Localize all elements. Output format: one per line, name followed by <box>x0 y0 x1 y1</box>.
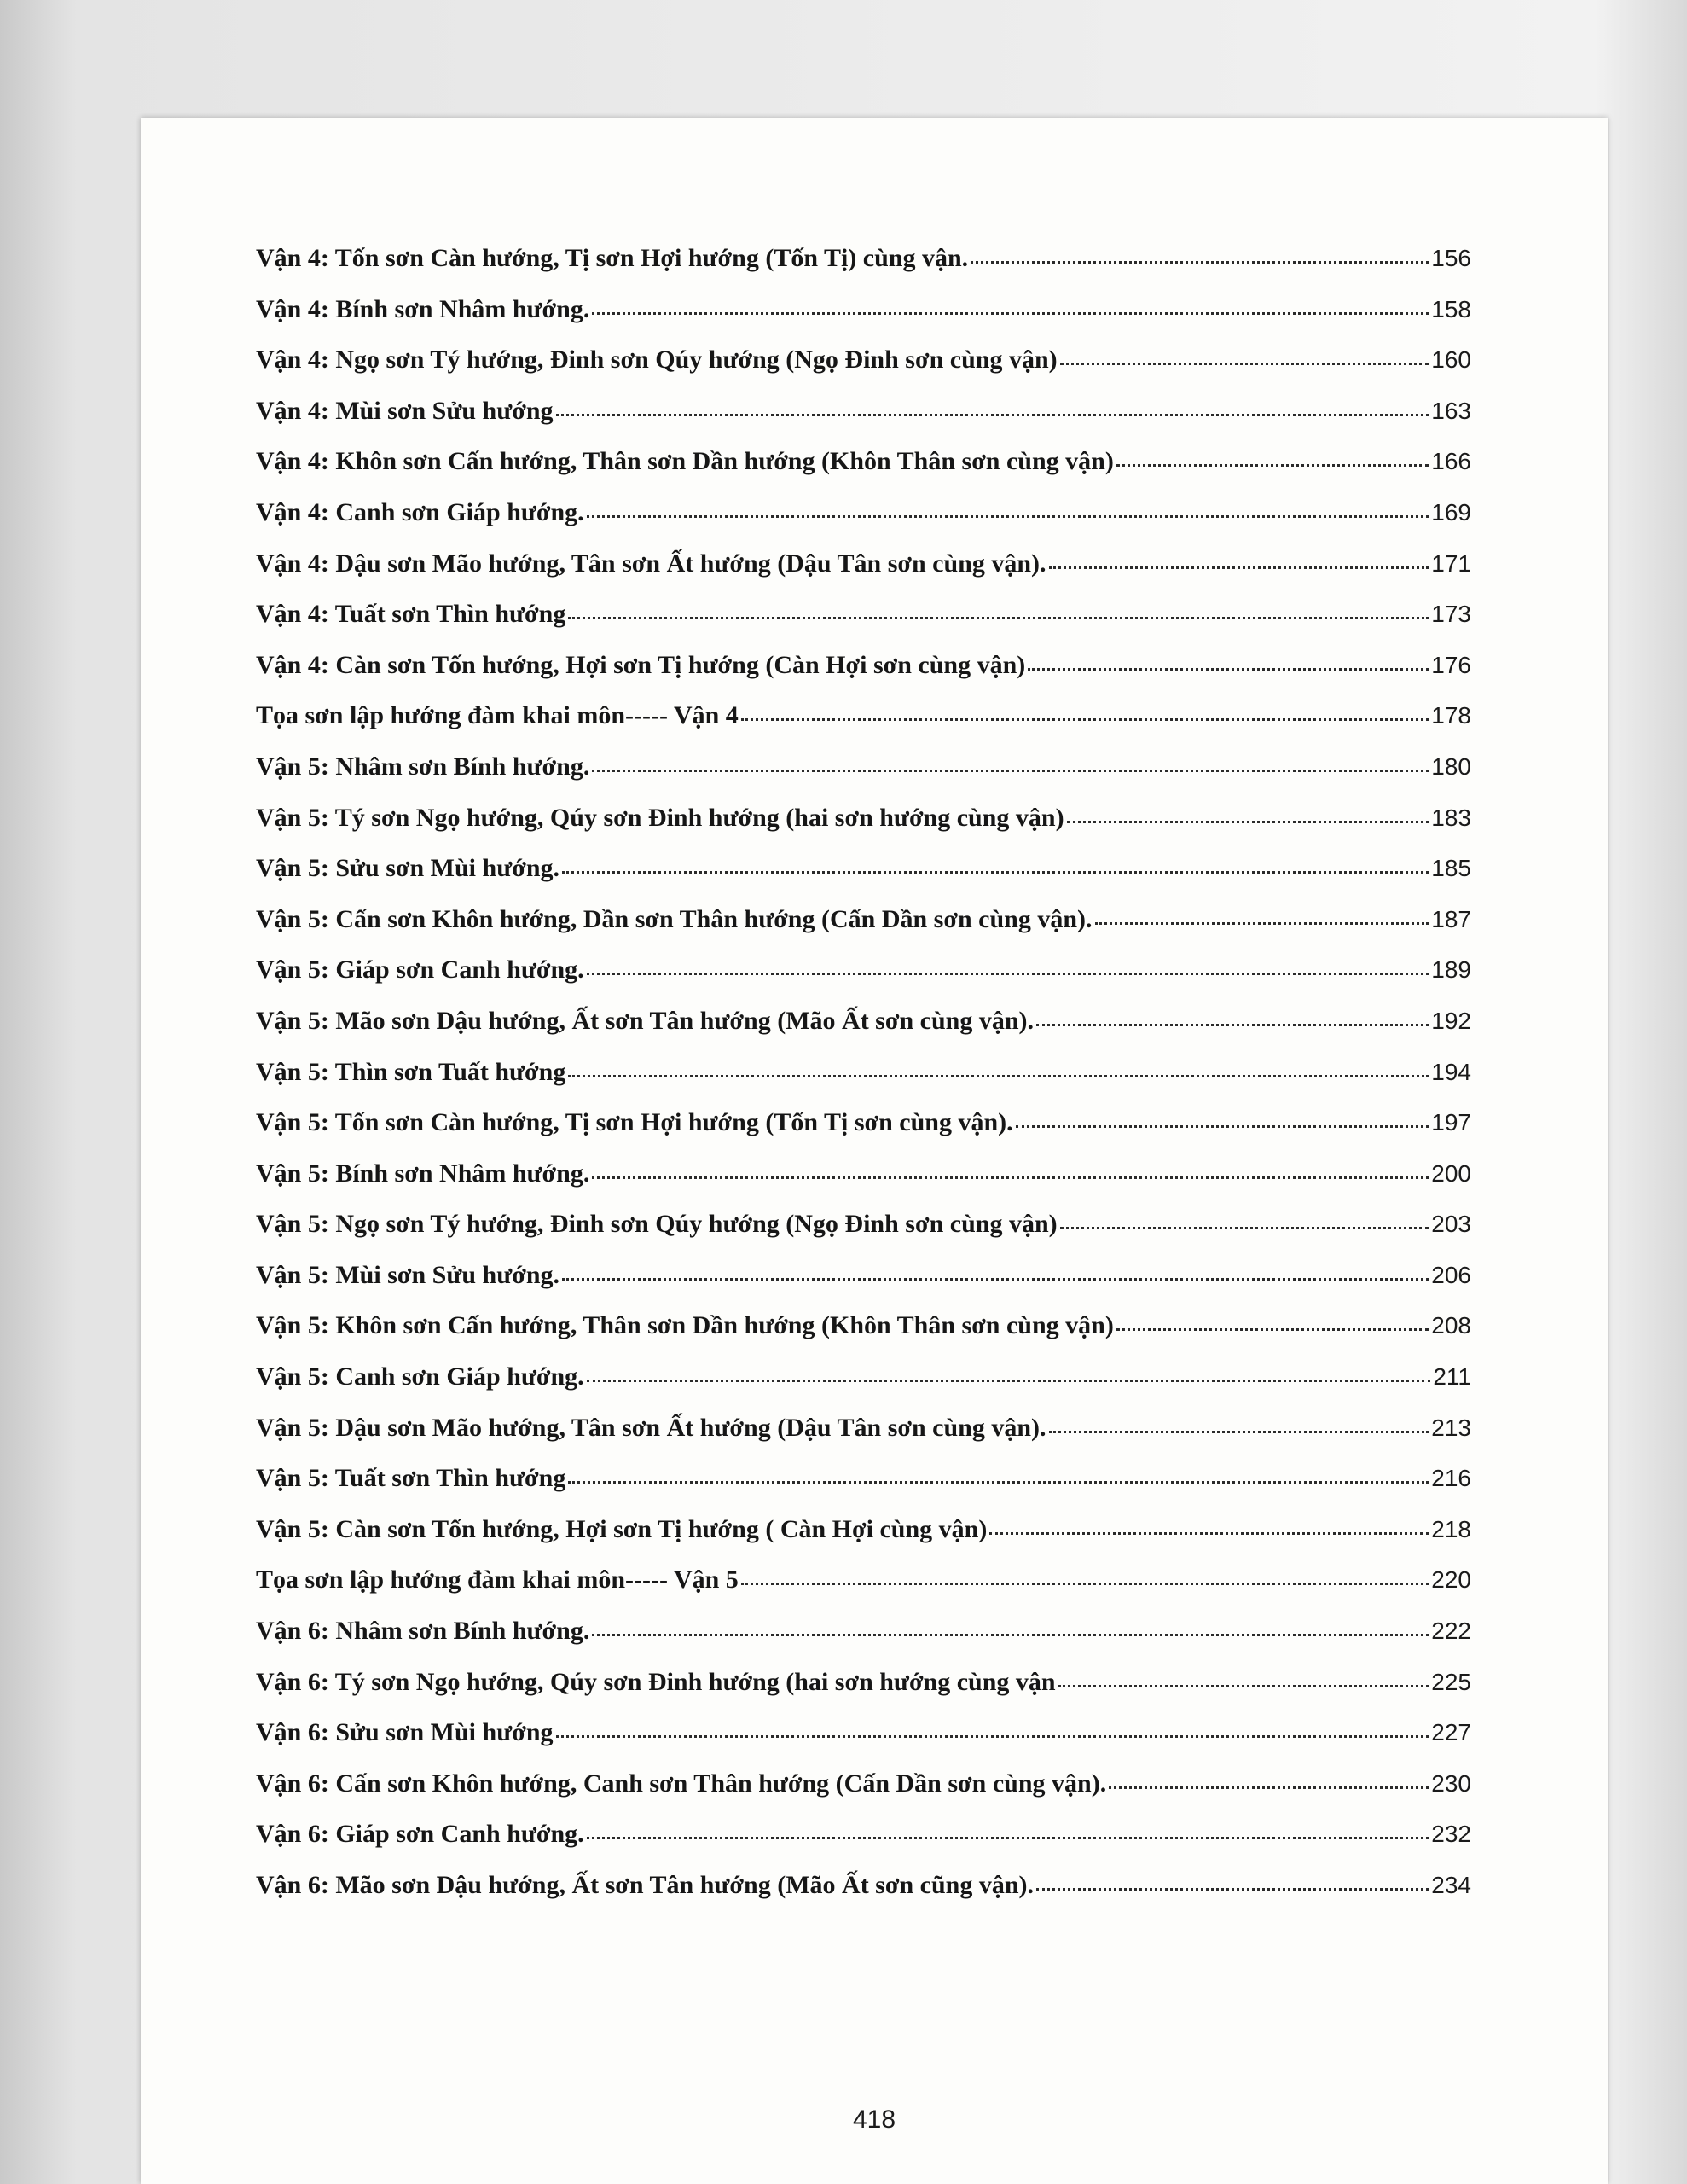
toc-entry-page: 206 <box>1431 1261 1471 1288</box>
dot-leader <box>568 1478 1429 1484</box>
table-of-contents <box>256 233 1471 1911</box>
toc-entry-page: 232 <box>1431 1821 1471 1848</box>
toc-entry <box>256 894 1471 945</box>
toc-entry <box>256 1250 1471 1301</box>
toc-entry <box>256 944 1471 996</box>
toc-entry <box>256 690 1471 741</box>
toc-entry <box>256 793 1471 844</box>
toc-entry-page: 230 <box>1431 1769 1471 1797</box>
toc-entry-title: Vận 4: Canh sơn Giáp hướng. <box>256 497 584 526</box>
toc-entry-title: Vận 5: Khôn sơn Cấn hướng, Thân sơn Dần hướng (Khôn Thân sơn cùng vận) <box>256 1311 1114 1340</box>
toc-entry <box>256 1657 1471 1708</box>
toc-entry-title: Vận 5: Cấn sơn Khôn hướng, Dần sơn Thân hướng (Cấn Dần sơn cùng vận). <box>256 904 1093 933</box>
dot-leader <box>741 715 1429 721</box>
dot-leader <box>1116 461 1429 467</box>
dot-leader <box>1049 1427 1429 1433</box>
toc-entry-title: Vận 5: Thìn sơn Tuất hướng <box>256 1057 566 1086</box>
toc-entry-page: 156 <box>1431 245 1471 271</box>
toc-entry-title: Tọa sơn lập hướng đàm khai môn----- Vận 5 <box>256 1565 739 1594</box>
toc-entry-title: Vận 6: Mão sơn Dậu hướng, Ất sơn Tân hướng (Mão Ất sơn cũng vận). <box>256 1871 1035 1899</box>
toc-entry-title: Vận 6: Tý sơn Ngọ hướng, Qúy sơn Đinh hướng (hai sơn hướng cùng vận <box>256 1667 1056 1696</box>
toc-entry-title: Vận 5: Mùi sơn Sửu hướng. <box>256 1260 560 1289</box>
toc-entry-page: 227 <box>1431 1719 1471 1746</box>
toc-entry <box>256 1707 1471 1758</box>
toc-entry <box>256 996 1471 1047</box>
toc-entry-title: Vận 6: Giáp sơn Canh hướng. <box>256 1820 584 1849</box>
toc-entry-page: 234 <box>1431 1872 1471 1898</box>
toc-entry-title: Vận 4: Dậu sơn Mão hướng, Tân sơn Ất hướng (Dậu Tân sơn cùng vận). <box>256 549 1046 578</box>
toc-entry <box>256 1097 1471 1148</box>
toc-entry <box>256 1453 1471 1504</box>
toc-entry-title: Vận 4: Bính sơn Nhâm hướng. <box>256 294 590 323</box>
toc-entry-page: 192 <box>1431 1007 1471 1034</box>
toc-entry-title: Vận 5: Sửu sơn Mùi hướng. <box>256 854 560 883</box>
toc-entry <box>256 843 1471 894</box>
toc-entry-title: Vận 5: Tý sơn Ngọ hướng, Qúy sơn Đinh hướng (hai sơn hướng cùng vận) <box>256 803 1064 832</box>
toc-entry-title: Vận 4: Tuất sơn Thìn hướng <box>256 600 566 629</box>
toc-entry-title: Vận 5: Dậu sơn Mão hướng, Tân sơn Ất hướng (Dậu Tân sơn cùng vận). <box>256 1413 1046 1442</box>
dot-leader <box>1049 563 1429 569</box>
dot-leader <box>568 613 1429 619</box>
dot-leader <box>587 969 1429 975</box>
toc-entry <box>256 1047 1471 1098</box>
toc-entry-page: 178 <box>1431 702 1471 729</box>
toc-entry-page: 171 <box>1431 549 1471 577</box>
dot-leader <box>562 868 1429 874</box>
toc-entry <box>256 1809 1471 1860</box>
toc-entry <box>256 538 1471 590</box>
toc-entry-title: Vận 6: Nhâm sơn Bính hướng. <box>256 1617 590 1646</box>
dot-leader <box>741 1579 1429 1585</box>
toc-entry-title: Vận 5: Ngọ sơn Tý hướng, Đinh sơn Qúy hướng (Ngọ Đinh sơn cùng vận) <box>256 1210 1058 1239</box>
dot-leader <box>587 1833 1429 1839</box>
toc-entry-page: 194 <box>1431 1058 1471 1085</box>
dot-leader <box>971 258 1429 264</box>
toc-entry-title: Vận 6: Cấn sơn Khôn hướng, Canh sơn Thân hướng (Cấn Dần sơn cùng vận). <box>256 1769 1107 1798</box>
toc-entry-page: 213 <box>1431 1414 1471 1441</box>
dot-leader <box>592 1173 1429 1179</box>
toc-entry-page: 173 <box>1431 601 1471 628</box>
dot-leader <box>1095 919 1429 925</box>
toc-entry-page: 187 <box>1431 905 1471 932</box>
dot-leader <box>592 1630 1429 1636</box>
toc-entry <box>256 436 1471 487</box>
toc-entry <box>256 284 1471 335</box>
toc-entry-page: 183 <box>1431 804 1471 831</box>
toc-entry-title: Vận 5: Càn sơn Tốn hướng, Hợi sơn Tị hướng ( Càn Hợi cùng vận) <box>256 1514 988 1543</box>
dot-leader <box>556 1732 1429 1738</box>
toc-entry <box>256 1758 1471 1809</box>
dot-leader <box>568 1072 1429 1077</box>
toc-entry <box>256 1403 1471 1454</box>
toc-entry <box>256 1554 1471 1606</box>
dot-leader <box>587 512 1429 518</box>
toc-entry-title: Vận 4: Mùi sơn Sửu hướng <box>256 396 554 425</box>
toc-entry-page: 163 <box>1431 397 1471 424</box>
toc-entry <box>256 1351 1471 1403</box>
toc-entry-title: Tọa sơn lập hướng đàm khai môn----- Vận 4 <box>256 701 739 730</box>
toc-entry <box>256 741 1471 793</box>
toc-entry <box>256 233 1471 284</box>
dot-leader <box>587 1376 1431 1382</box>
dot-leader <box>1060 359 1429 365</box>
toc-entry-title: Vận 4: Khôn sơn Cấn hướng, Thân sơn Dần hướng (Khôn Thân sơn cùng vận) <box>256 447 1114 476</box>
toc-entry-title: Vận 5: Mão sơn Dậu hướng, Ất sơn Tân hướng (Mão Ất sơn cùng vận). <box>256 1006 1035 1035</box>
dot-leader <box>1060 1223 1429 1229</box>
toc-entry-page: 180 <box>1431 752 1471 780</box>
toc-entry-title: Vận 4: Càn sơn Tốn hướng, Hợi sơn Tị hướng (Càn Hợi sơn cùng vận) <box>256 650 1026 679</box>
toc-entry-title: Vận 5: Giáp sơn Canh hướng. <box>256 956 584 985</box>
dot-leader <box>556 410 1429 416</box>
toc-entry-page: 169 <box>1431 498 1471 526</box>
toc-entry <box>256 640 1471 691</box>
dot-leader <box>989 1529 1429 1535</box>
toc-entry <box>256 1199 1471 1250</box>
toc-entry-page: 160 <box>1431 346 1471 374</box>
toc-entry <box>256 1860 1471 1911</box>
toc-entry-page: 208 <box>1431 1312 1471 1339</box>
toc-entry-title: Vận 5: Tuất sơn Thìn hướng <box>256 1464 566 1493</box>
dot-leader <box>1028 665 1429 671</box>
toc-entry-page: 176 <box>1431 651 1471 678</box>
dot-leader <box>592 766 1429 772</box>
toc-entry-title: Vận 6: Sửu sơn Mùi hướng <box>256 1718 554 1747</box>
dot-leader <box>1016 1122 1429 1128</box>
dot-leader <box>592 309 1429 315</box>
dot-leader <box>1116 1325 1429 1331</box>
toc-entry-page: 185 <box>1431 855 1471 882</box>
toc-entry-page: 197 <box>1431 1109 1471 1136</box>
dot-leader <box>1036 1020 1429 1026</box>
dot-leader <box>562 1275 1429 1281</box>
toc-entry-page: 222 <box>1431 1618 1471 1645</box>
toc-entry-page: 158 <box>1431 295 1471 322</box>
toc-entry-title: Vận 5: Nhâm sơn Bính hướng. <box>256 752 590 781</box>
toc-entry-page: 189 <box>1431 956 1471 984</box>
toc-entry-title: Vận 5: Bính sơn Nhâm hướng. <box>256 1159 590 1188</box>
toc-entry-page: 225 <box>1431 1668 1471 1695</box>
dot-leader <box>1109 1783 1429 1789</box>
toc-entry-page: 216 <box>1431 1465 1471 1492</box>
toc-entry-title: Vận 4: Ngọ sơn Tý hướng, Đinh sơn Qúy hướng (Ngọ Đinh sơn cùng vận) <box>256 346 1058 375</box>
toc-entry-page: 220 <box>1431 1566 1471 1594</box>
toc-entry-title: Vận 5: Canh sơn Giáp hướng. <box>256 1362 584 1391</box>
toc-entry <box>256 1148 1471 1199</box>
toc-entry <box>256 1504 1471 1555</box>
dot-leader <box>1067 817 1429 823</box>
toc-entry <box>256 1606 1471 1657</box>
document-page <box>141 118 1608 2184</box>
dot-leader <box>1036 1885 1429 1891</box>
toc-entry-title: Vận 4: Tốn sơn Càn hướng, Tị sơn Hợi hướng (Tốn Tị) cùng vận. <box>256 244 969 272</box>
toc-entry <box>256 386 1471 437</box>
toc-entry-page: 211 <box>1433 1363 1471 1391</box>
page-number: 418 <box>852 2106 896 2134</box>
dot-leader <box>1058 1682 1429 1687</box>
toc-entry-page: 218 <box>1431 1515 1471 1542</box>
toc-entry <box>256 589 1471 640</box>
toc-entry-title: Vận 5: Tốn sơn Càn hướng, Tị sơn Hợi hướng (Tốn Tị sơn cùng vận). <box>256 1108 1013 1137</box>
toc-entry <box>256 487 1471 538</box>
toc-entry <box>256 1300 1471 1351</box>
toc-entry-page: 203 <box>1431 1211 1471 1238</box>
toc-entry <box>256 334 1471 386</box>
toc-entry-page: 200 <box>1431 1159 1471 1187</box>
toc-entry-page: 166 <box>1431 448 1471 475</box>
